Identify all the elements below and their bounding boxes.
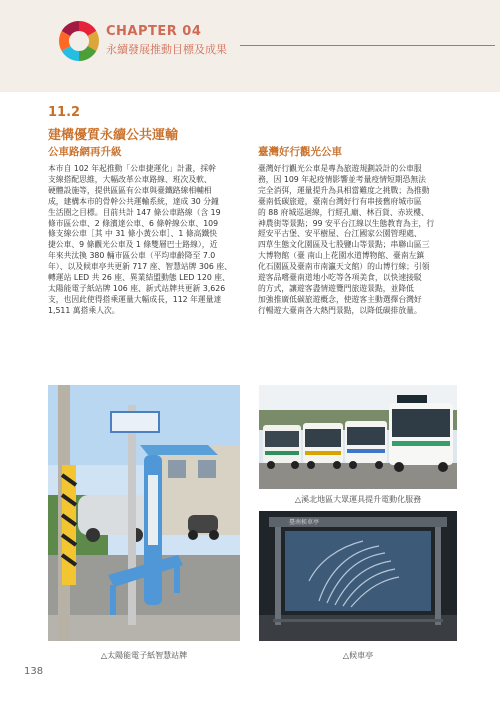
text-line: 加強推廣低碳旅遊概念，使遊客主動選擇台灣好 (258, 294, 422, 304)
text-line: 務，因 109 年起疫情影響並考量疫情短期恐無法 (258, 174, 426, 184)
text-line: 成，建構本市的骨幹公共運輸系統，達成 30 分鐘 (48, 196, 219, 206)
text-line: 的方式，讓遊客盡情遊覽門旅遊景點，並降低 (258, 283, 414, 293)
text-line: 化石園區及臺南市南瀛天文館）的山博行線；引領 (258, 262, 430, 272)
text-line: 年來共汰換 380 輛市區公車（平均車齡降至 7.0 (48, 251, 216, 261)
section-title: 建構優質永續公共運輸 (48, 128, 179, 143)
section-number: 11.2 (48, 105, 81, 120)
text-line: 四草生態文化園區及七股鹽山等景點；串聯山區三 (258, 240, 430, 250)
text-line: 完全消弭，運量提升為具相當難度之挑戰；為推動 (258, 185, 430, 195)
right-paragraph (258, 164, 456, 317)
sdg-wheel-icon (58, 20, 100, 62)
text-line: 支線搭配思維，大幅改革公車路線、班次及軟、 (48, 174, 212, 184)
text-line: 生活圈之目標。目前共計 147 條公車路線（含 19 (48, 207, 221, 217)
text-line: 的 88 府城巡迴線，行經孔廟、林百貨、赤崁樓、 (258, 207, 429, 217)
text-line: 年）、以及候車亭共更新 717 座、智慧站牌 306 座、 (48, 262, 232, 272)
left-paragraph (48, 164, 242, 317)
text-line: 轉運站 LED 共 26 座、異業結盟動態 LED 120 座、 (48, 273, 230, 283)
caption-buses: △溪北地區大眾運具提升電動化服務 (294, 495, 422, 504)
text-line: 經安平古堡、安平樹屋、台江國家公園管理處、 (258, 229, 422, 239)
text-line: 條市區公車、2 條濱達公車、6 條幹線公車、109 (48, 218, 219, 228)
text-line: 神農街等景點；99 安平台江線以生態教育為主，行 (258, 218, 435, 228)
chapter-label: CHAPTER 04 (106, 24, 202, 39)
text-line: 支，也因此使得搭乘運量大幅成長，112 年運量達 (48, 294, 222, 304)
text-line: 遊客品嚐臺南道地小吃等各項美食，以快速接駁 (258, 273, 422, 283)
text-line: 條支線公車［其 中 31 條小黃公車］、1 條高鐵快 (48, 229, 218, 239)
page-number: 138 (24, 666, 44, 677)
text-line: 捷公車、9 條觀光公車及 1 條雙層巴士路線），近 (48, 240, 218, 250)
text-line: 大博物館（臺 南山上花園水道博物館、臺南左鎮 (258, 251, 425, 261)
right-subheading: 臺灣好行觀光公車 (258, 146, 342, 158)
electric-buses-photo (259, 385, 457, 489)
bus-shelter-photo (259, 511, 457, 641)
chapter-subtitle: 永續發展推動目標及成果 (106, 43, 227, 56)
text-line: 行暢遊大臺南各大熱門景點，以降低碳排放量。 (258, 305, 422, 315)
caption-shelter: △候車亭 (342, 651, 374, 660)
caption-bus-stop: △太陽能電子紙智慧站牌 (100, 651, 188, 660)
bus-stop-photo (48, 385, 240, 641)
text-line: 臺灣好行觀光公車是專為旅遊規劃設計的公車服 (258, 164, 422, 173)
text-line: 1,511 萬搭乘人次。 (48, 305, 120, 315)
shelter-sign: 臺南候車亭 (289, 519, 320, 526)
text-line: 臺南低碳旅遊，臺南台灣好行有串接舊府城市區 (258, 196, 422, 206)
text-line: 太陽能電子紙站牌 106 座、新式站牌共更新 3,626 (48, 283, 226, 293)
header-divider (240, 45, 495, 46)
text-line: 硬體設施等，提供區區有公車與臺鐵路線相輔相 (48, 185, 212, 195)
text-line: 本市自 102 年起推動「公車捷運化」計畫，採幹 (48, 164, 216, 173)
left-subheading: 公車路網再升級 (48, 146, 122, 158)
